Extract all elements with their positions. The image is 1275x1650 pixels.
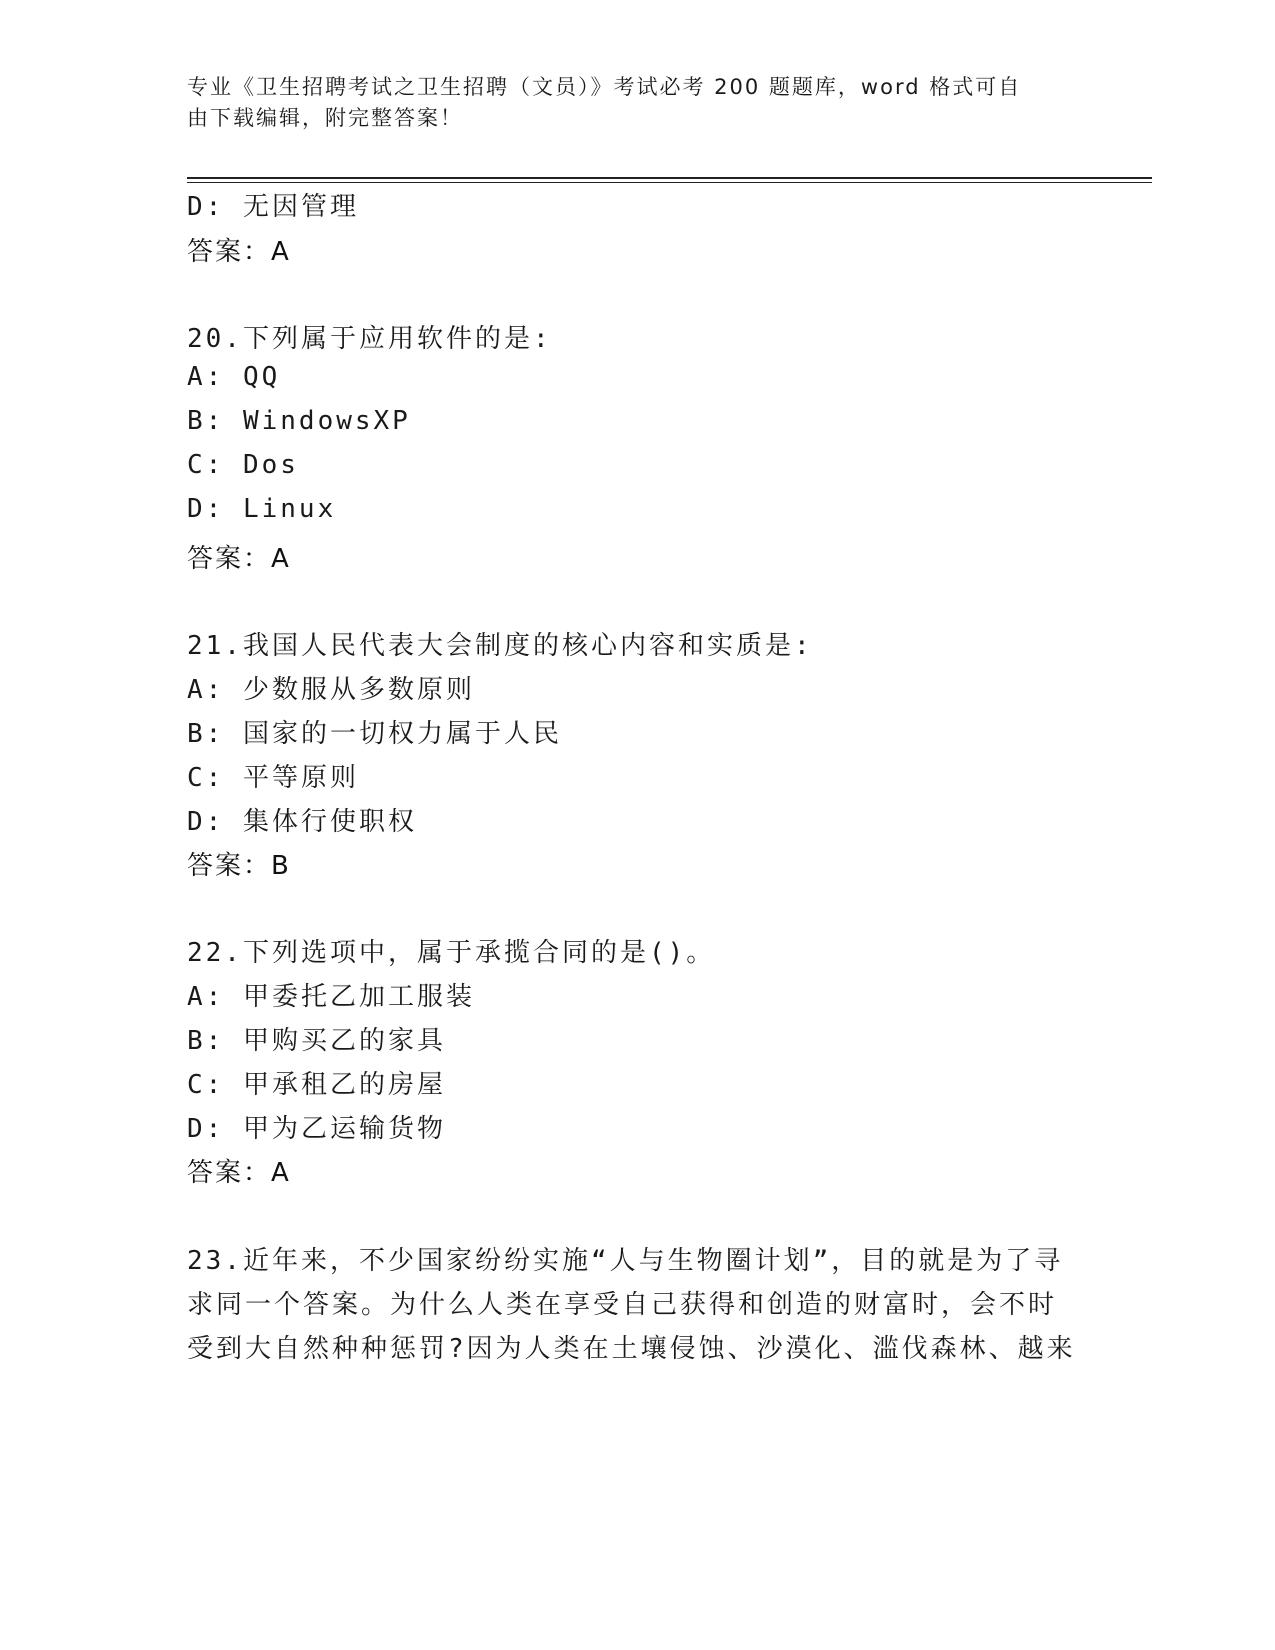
question-21: 21.我国人民代表大会制度的核心内容和实质是: xyxy=(187,631,813,661)
question-22: 22.下列选项中，属于承揽合同的是()。 xyxy=(187,938,716,968)
option-b: B: 国家的一切权力属于人民 xyxy=(187,719,562,749)
answer-line: 答案：A xyxy=(187,1158,291,1188)
header-divider-thin xyxy=(187,182,1152,183)
answer-line: 答案：B xyxy=(187,851,291,881)
option-d: D: 无因管理 xyxy=(187,192,359,222)
option-b: B: WindowsXP xyxy=(187,406,411,436)
option-c: C: Dos xyxy=(187,450,299,480)
header-line-1: 专业《卫生招聘考试之卫生招聘（文员）》考试必考 200 题题库，word 格式可自 xyxy=(187,75,1022,99)
option-d: D: 甲为乙运输货物 xyxy=(187,1114,446,1144)
option-a: A: 甲委托乙加工服装 xyxy=(187,982,475,1012)
document-header xyxy=(187,72,1087,134)
option-a: A: QQ xyxy=(187,362,281,392)
question-23-line-2: 求同一个答案。为什么人类在享受自己获得和创造的财富时，会不时 xyxy=(187,1290,1058,1320)
question-23-line-1: 23.近年来，不少国家纷纷实施“人与生物圈计划”，目的就是为了寻 xyxy=(187,1246,1064,1276)
option-b: B: 甲购买乙的家具 xyxy=(187,1026,446,1056)
option-c: C: 平等原则 xyxy=(187,763,359,793)
answer-line: 答案：A xyxy=(187,237,291,267)
option-a: A: 少数服从多数原则 xyxy=(187,675,475,705)
answer-line: 答案：A xyxy=(187,544,291,574)
question-20: 20.下列属于应用软件的是: xyxy=(187,324,552,354)
option-c: C: 甲承租乙的房屋 xyxy=(187,1070,446,1100)
question-23-line-3: 受到大自然种种惩罚?因为人类在土壤侵蚀、沙漠化、滥伐森林、越来 xyxy=(187,1334,1076,1364)
option-d: D: 集体行使职权 xyxy=(187,807,417,837)
header-divider-thick xyxy=(187,177,1152,179)
header-line-2: 由下载编辑，附完整答案！ xyxy=(187,106,463,130)
option-d: D: Linux xyxy=(187,494,337,524)
